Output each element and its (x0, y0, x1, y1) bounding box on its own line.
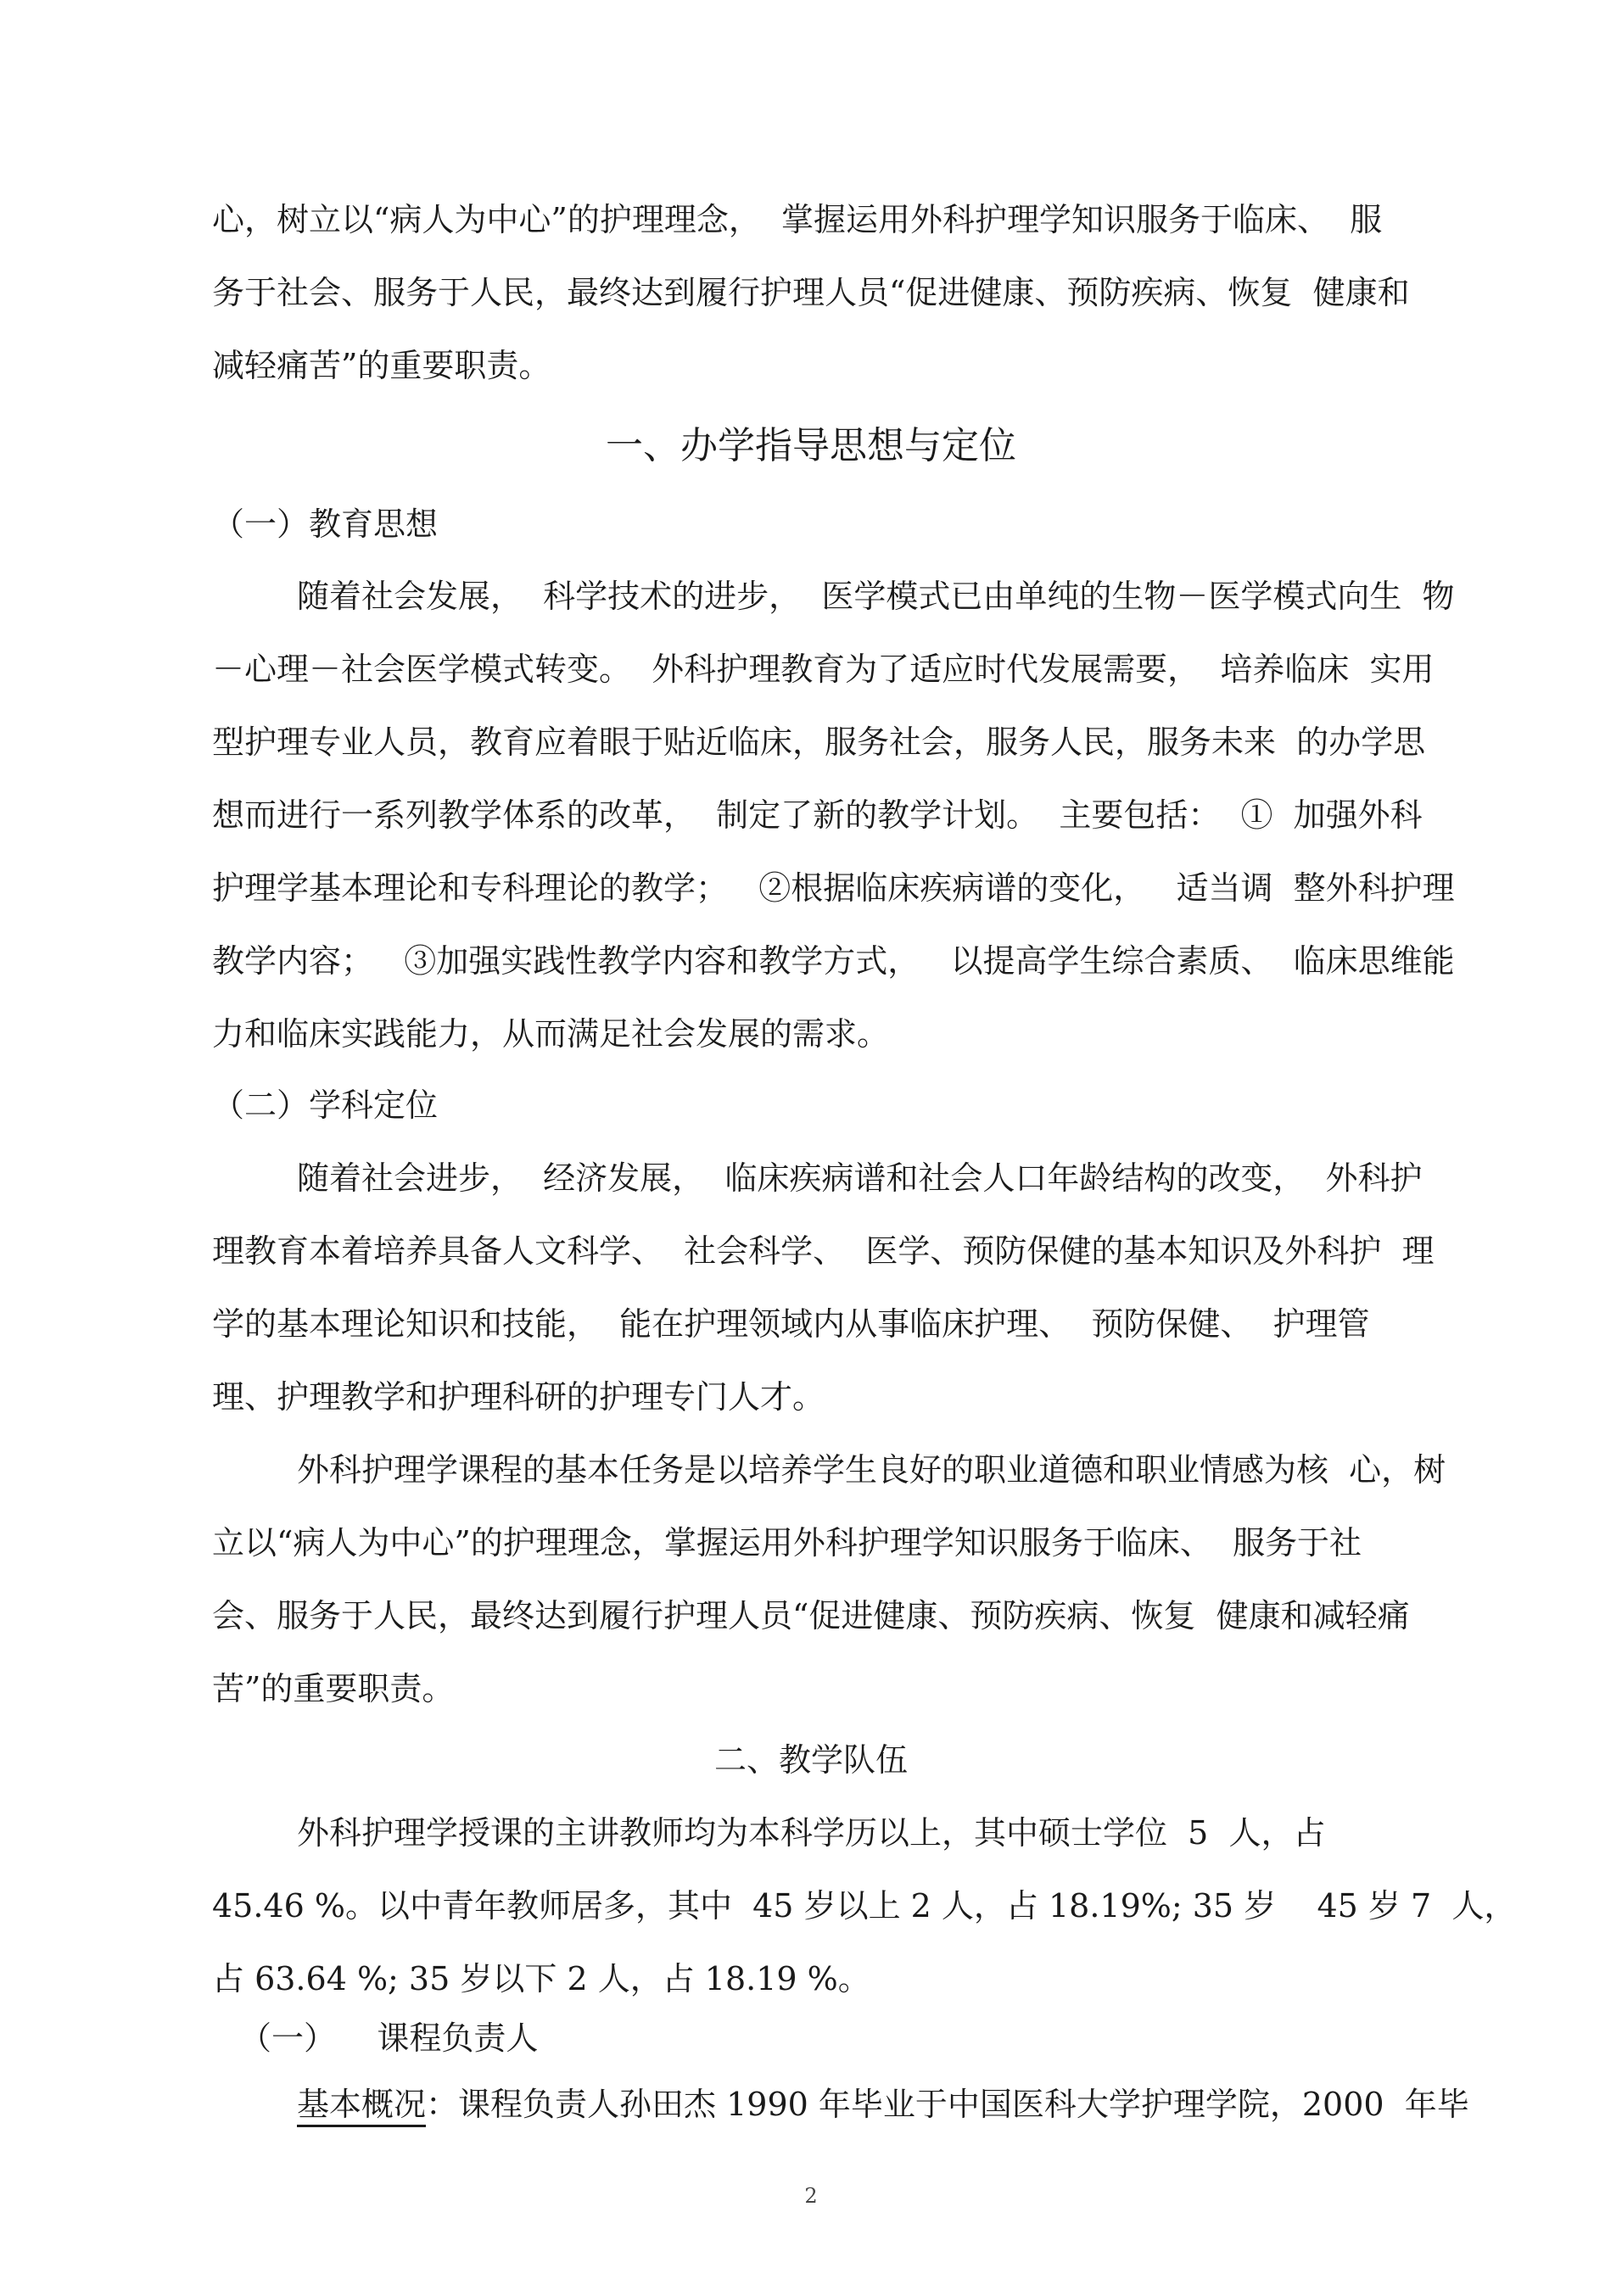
education-line-3: 型护理专业人员，教育应着眼于贴近临床，服务社会，服务人民，服务未来 的办学思 (212, 723, 1426, 761)
section-title-2: 二、教学队伍 (713, 1741, 908, 1779)
faculty-line-2: 45.46 %。以中青年教师居多，其中 45 岁以上 2 人，占 18.19%; 35 岁 45 岁 7 人， (212, 1887, 1517, 1925)
faculty-line-3: 占 63.64 %; 35 岁以下 2 人，占 18.19 %。 (212, 1960, 870, 1997)
intro-line-2: 务于社会、服务于人民，最终达到履行护理人员“促进健康、预防疾病、恢复 健康和 (212, 274, 1410, 311)
discipline-p1-line-2: 理教育本着培养具备人文科学、 社会科学、 医学、预防保健的基本知识及外科护 理 (212, 1232, 1435, 1270)
education-line-1: 随着社会发展， 科学技术的进步， 医学模式已由单纯的生物－医学模式向生 物 (297, 578, 1455, 615)
subsection-heading-discipline: （二）学科定位 (212, 1087, 439, 1124)
intro-line-3: 减轻痛苦”的重要职责。 (212, 347, 551, 384)
discipline-p2-line-3: 会、服务于人民，最终达到履行护理人员“促进健康、预防疾病、恢复 健康和减轻痛 (212, 1597, 1410, 1634)
discipline-p1-line-4: 理、护理教学和护理科研的护理专门人才。 (212, 1378, 825, 1416)
education-line-6: 教学内容； ③加强实践性教学内容和教学方式， 以提高学生综合素质、 临床思维能 (212, 942, 1455, 980)
basic-info-line (297, 2085, 1469, 2124)
subsection-heading-education: （一）教育思想 (212, 506, 439, 543)
subsection-heading-course-lead: （一） 课程负责人 (239, 2019, 539, 2057)
education-line-7: 力和临床实践能力，从而满足社会发展的需求。 (212, 1015, 890, 1053)
page-number: 2 (804, 2184, 818, 2208)
intro-line-1: 心，树立以“病人为中心”的护理理念， 掌握运用外科护理学知识服务于临床、 服 (212, 201, 1383, 238)
discipline-p1-line-3: 学的基本理论知识和技能， 能在护理领域内从事临床护理、 预防保健、 护理管 (212, 1305, 1370, 1343)
discipline-p1-line-1: 随着社会进步， 经济发展， 临床疾病谱和社会人口年龄结构的改变， 外科护 (297, 1159, 1423, 1197)
faculty-line-1: 外科护理学授课的主讲教师均为本科学历以上，其中硕士学位 5 人，占 (297, 1814, 1326, 1852)
education-line-4: 想而进行一系列教学体系的改革， 制定了新的教学计划。 主要包括： ① 加强外科 (212, 796, 1423, 834)
basic-info-label: 基本概况 (297, 2086, 426, 2127)
education-line-5: 护理学基本理论和专科理论的教学； ②根据临床疾病谱的变化， 适当调 整外科护理 (212, 869, 1455, 907)
basic-info-text: ：课程负责人孙田杰 1990 年毕业于中国医科大学护理学院，2000 年毕 (426, 2086, 1469, 2123)
section-title-1: 一、办学指导思想与定位 (606, 424, 1016, 467)
discipline-p2-line-2: 立以“病人为中心”的护理理念，掌握运用外科护理学知识服务于临床、 服务于社 (212, 1524, 1362, 1561)
discipline-p2-line-4: 苦”的重要职责。 (212, 1670, 455, 1707)
discipline-p2-line-1: 外科护理学课程的基本任务是以培养学生良好的职业道德和职业情感为核 心，树 (297, 1451, 1446, 1489)
education-line-2: －心理－社会医学模式转变。 外科护理教育为了适应时代发展需要， 培养临床 实用 (212, 651, 1435, 688)
